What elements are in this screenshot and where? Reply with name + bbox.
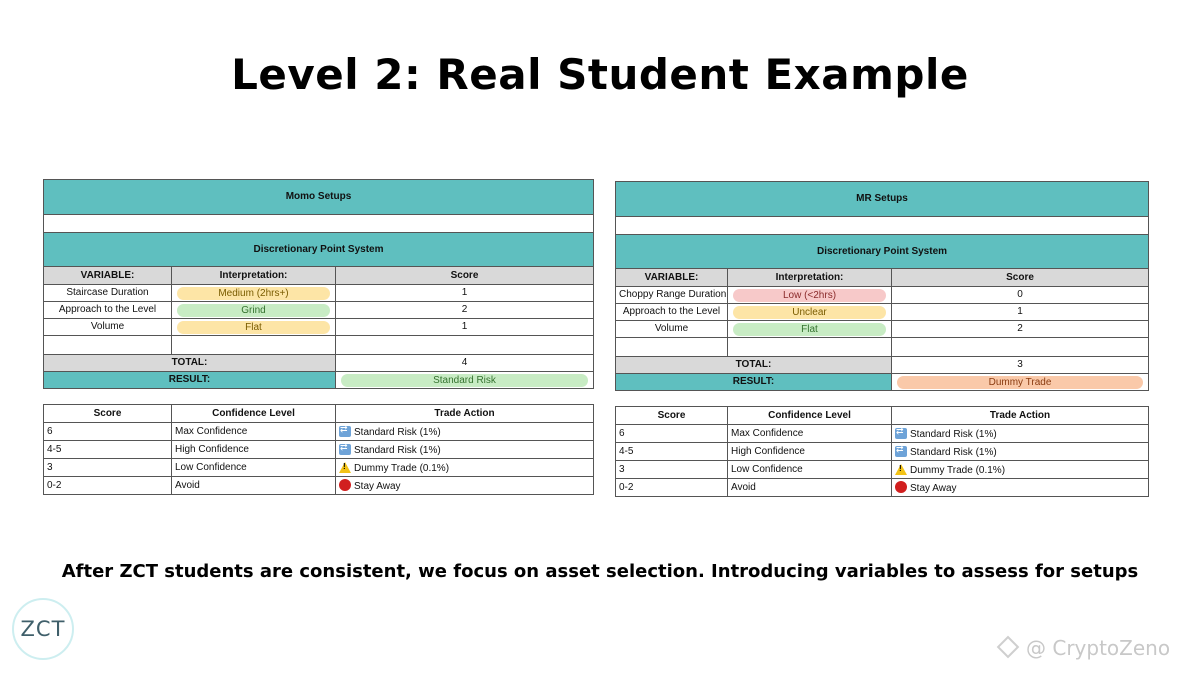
momo-interp-cell <box>172 285 336 302</box>
momo-score: 1 <box>336 319 594 336</box>
legend-action <box>892 479 1149 497</box>
watermark-text: @ CryptoZeno <box>1026 636 1171 660</box>
momo-title: Momo Setups <box>44 180 594 215</box>
stop-icon <box>895 481 907 493</box>
mr-total-value: 3 <box>892 357 1149 374</box>
legend-action-text: Stay Away <box>910 483 957 494</box>
legend-action-text: Dummy Trade (0.1%) <box>910 464 1006 476</box>
legend-score: 0-2 <box>44 477 172 495</box>
swap-icon <box>895 428 907 439</box>
momo-col-score: Score <box>336 267 594 285</box>
mr-score: 2 <box>892 321 1149 338</box>
legend-col-action: Trade Action <box>336 405 594 423</box>
momo-interp-cell <box>172 319 336 336</box>
momo-sheet <box>43 179 593 495</box>
momo-col-variable: VARIABLE: <box>44 267 172 285</box>
legend-col-confidence: Confidence Level <box>172 405 336 423</box>
swap-icon <box>895 446 907 457</box>
stop-icon <box>339 479 351 491</box>
slide-caption: After ZCT students are consistent, we focus on asset selection. Introducing variables to assess for setups <box>61 561 1139 582</box>
mr-sheet <box>615 181 1148 497</box>
momo-interp-cell <box>172 302 336 319</box>
mr-result-label: RESULT: <box>616 374 892 391</box>
momo-result-cell <box>336 372 594 389</box>
momo-variable: Volume <box>44 319 172 336</box>
legend-action <box>336 423 594 441</box>
momo-score: 1 <box>336 285 594 302</box>
mr-col-interpretation: Interpretation: <box>728 269 892 287</box>
mr-variable: Choppy Range Duration <box>616 287 728 304</box>
legend-col-confidence: Confidence Level <box>728 407 892 425</box>
legend-confidence: Max Confidence <box>728 425 892 443</box>
watermark <box>1000 636 1170 660</box>
momo-legend-table <box>43 404 594 495</box>
legend-action-text: Stay Away <box>354 481 401 492</box>
momo-empty-cell <box>44 336 172 355</box>
mr-score: 0 <box>892 287 1149 304</box>
momo-subtitle: Discretionary Point System <box>44 233 594 267</box>
legend-action <box>336 459 594 477</box>
mr-point-table <box>615 181 1149 391</box>
legend-score: 3 <box>616 461 728 479</box>
swap-icon <box>339 426 351 437</box>
mr-col-variable: VARIABLE: <box>616 269 728 287</box>
mr-empty-cell <box>892 338 1149 357</box>
legend-confidence: High Confidence <box>172 441 336 459</box>
diamond-icon <box>997 636 1020 659</box>
mr-score: 1 <box>892 304 1149 321</box>
legend-col-score: Score <box>616 407 728 425</box>
legend-confidence: High Confidence <box>728 443 892 461</box>
legend-col-action: Trade Action <box>892 407 1149 425</box>
legend-score: 6 <box>44 423 172 441</box>
slide-title: Level 2: Real Student Example <box>231 50 969 99</box>
momo-result-label: RESULT: <box>44 372 336 389</box>
momo-total-value: 4 <box>336 355 594 372</box>
momo-variable: Approach to the Level <box>44 302 172 319</box>
momo-variable: Staircase Duration <box>44 285 172 302</box>
momo-interp-pill: Flat <box>177 321 330 334</box>
mr-interp-pill: Flat <box>733 323 886 336</box>
mr-interp-cell <box>728 304 892 321</box>
zct-logo <box>12 598 74 660</box>
mr-interp-cell <box>728 321 892 338</box>
logo-text: ZCT <box>20 617 66 641</box>
mr-total-label: TOTAL: <box>616 357 892 374</box>
legend-action <box>892 443 1149 461</box>
legend-action <box>336 477 594 495</box>
legend-action-text: Standard Risk (1%) <box>910 428 997 440</box>
momo-result-pill: Standard Risk <box>341 374 588 387</box>
legend-confidence: Avoid <box>172 477 336 495</box>
legend-score: 4-5 <box>616 443 728 461</box>
legend-score: 3 <box>44 459 172 477</box>
legend-confidence: Low Confidence <box>728 461 892 479</box>
legend-confidence: Low Confidence <box>172 459 336 477</box>
mr-interp-pill: Unclear <box>733 306 886 319</box>
mr-variable: Volume <box>616 321 728 338</box>
legend-score: 0-2 <box>616 479 728 497</box>
mr-result-cell <box>892 374 1149 391</box>
legend-action <box>892 425 1149 443</box>
warning-icon <box>339 462 351 473</box>
legend-score: 6 <box>616 425 728 443</box>
legend-action-text: Standard Risk (1%) <box>910 446 997 458</box>
mr-subtitle: Discretionary Point System <box>616 235 1149 269</box>
momo-total-label: TOTAL: <box>44 355 336 372</box>
mr-col-score: Score <box>892 269 1149 287</box>
momo-point-table <box>43 179 594 389</box>
momo-empty-cell <box>336 336 594 355</box>
legend-action-text: Standard Risk (1%) <box>354 426 441 438</box>
legend-action <box>336 441 594 459</box>
momo-blank-row <box>44 215 594 233</box>
legend-score: 4-5 <box>44 441 172 459</box>
mr-blank-row <box>616 217 1149 235</box>
legend-confidence: Max Confidence <box>172 423 336 441</box>
legend-action-text: Standard Risk (1%) <box>354 444 441 456</box>
mr-empty-cell <box>616 338 728 357</box>
mr-variable: Approach to the Level <box>616 304 728 321</box>
momo-col-interpretation: Interpretation: <box>172 267 336 285</box>
mr-interp-pill: Low (<2hrs) <box>733 289 886 302</box>
swap-icon <box>339 444 351 455</box>
legend-action-text: Dummy Trade (0.1%) <box>354 462 450 474</box>
momo-empty-cell <box>172 336 336 355</box>
legend-col-score: Score <box>44 405 172 423</box>
mr-title: MR Setups <box>616 182 1149 217</box>
warning-icon <box>895 464 907 475</box>
mr-legend-table <box>615 406 1149 497</box>
mr-result-pill: Dummy Trade <box>897 376 1143 389</box>
momo-score: 2 <box>336 302 594 319</box>
momo-interp-pill: Medium (2hrs+) <box>177 287 330 300</box>
mr-empty-cell <box>728 338 892 357</box>
mr-interp-cell <box>728 287 892 304</box>
momo-interp-pill: Grind <box>177 304 330 317</box>
legend-action <box>892 461 1149 479</box>
legend-confidence: Avoid <box>728 479 892 497</box>
